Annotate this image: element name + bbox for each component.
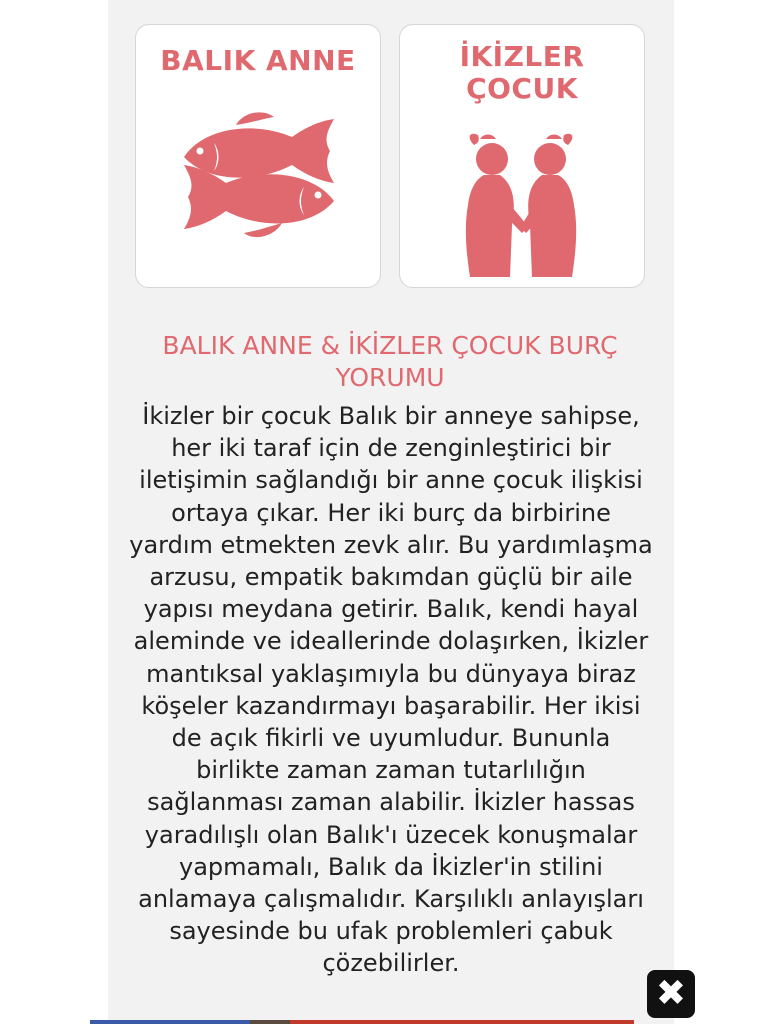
gemini-twins-icon bbox=[456, 131, 586, 277]
card-title-mother: BALIK ANNE bbox=[160, 44, 356, 77]
zodiac-card-child[interactable] bbox=[399, 24, 645, 288]
close-button[interactable] bbox=[647, 970, 695, 1018]
bottom-ad-strip[interactable] bbox=[90, 1020, 634, 1024]
article-heading: BALIK ANNE & İKİZLER ÇOCUK BURÇ YORUMU bbox=[162, 331, 618, 392]
card-title-child bbox=[400, 41, 644, 105]
ad-strip-segment-dark bbox=[250, 1020, 290, 1024]
card-title-child-line2: ÇOCUK bbox=[466, 72, 578, 105]
article-body: İkizler bir çocuk Balık bir anneye sahipse, her iki taraf için de zenginleştirici bir iletişimin sağlandığı bir anne çocuk ilişkisi ortaya çıkar. Her iki burç da birbirine yardım etmekten zevk alır. Bu yardımlaşma arzusu, empatik bakımdan güçlü bir aile yapısı meydana getirir. Balık, kendi hayal aleminde ve ideallerinde dolaşırken, İkizler mantıksal yaklaşımıyla bu dünyaya biraz köşeler kazandırmayı başarabilir. Her ikisi de açık fikirli ve uyumludur. Bununla birlikte zaman zaman tutarlılığın sağlanması zaman alabilir. İkizler hassas yaradılışlı olan Balık'ı üzecek konuşmalar yapmamalı, Balık da İkizler'in stilini anlamaya çalışmalıdır. Karşılıklı anlayışları sayesinde bu ufak problemleri çabuk çözebilirler. bbox=[129, 402, 653, 978]
card-title-child-line1: İKİZLER bbox=[459, 40, 585, 73]
zodiac-card-mother[interactable] bbox=[135, 24, 381, 288]
pisces-fish-icon bbox=[174, 107, 344, 247]
ad-strip-segment-blue bbox=[90, 1020, 250, 1024]
close-icon: ✖ bbox=[655, 973, 687, 1014]
